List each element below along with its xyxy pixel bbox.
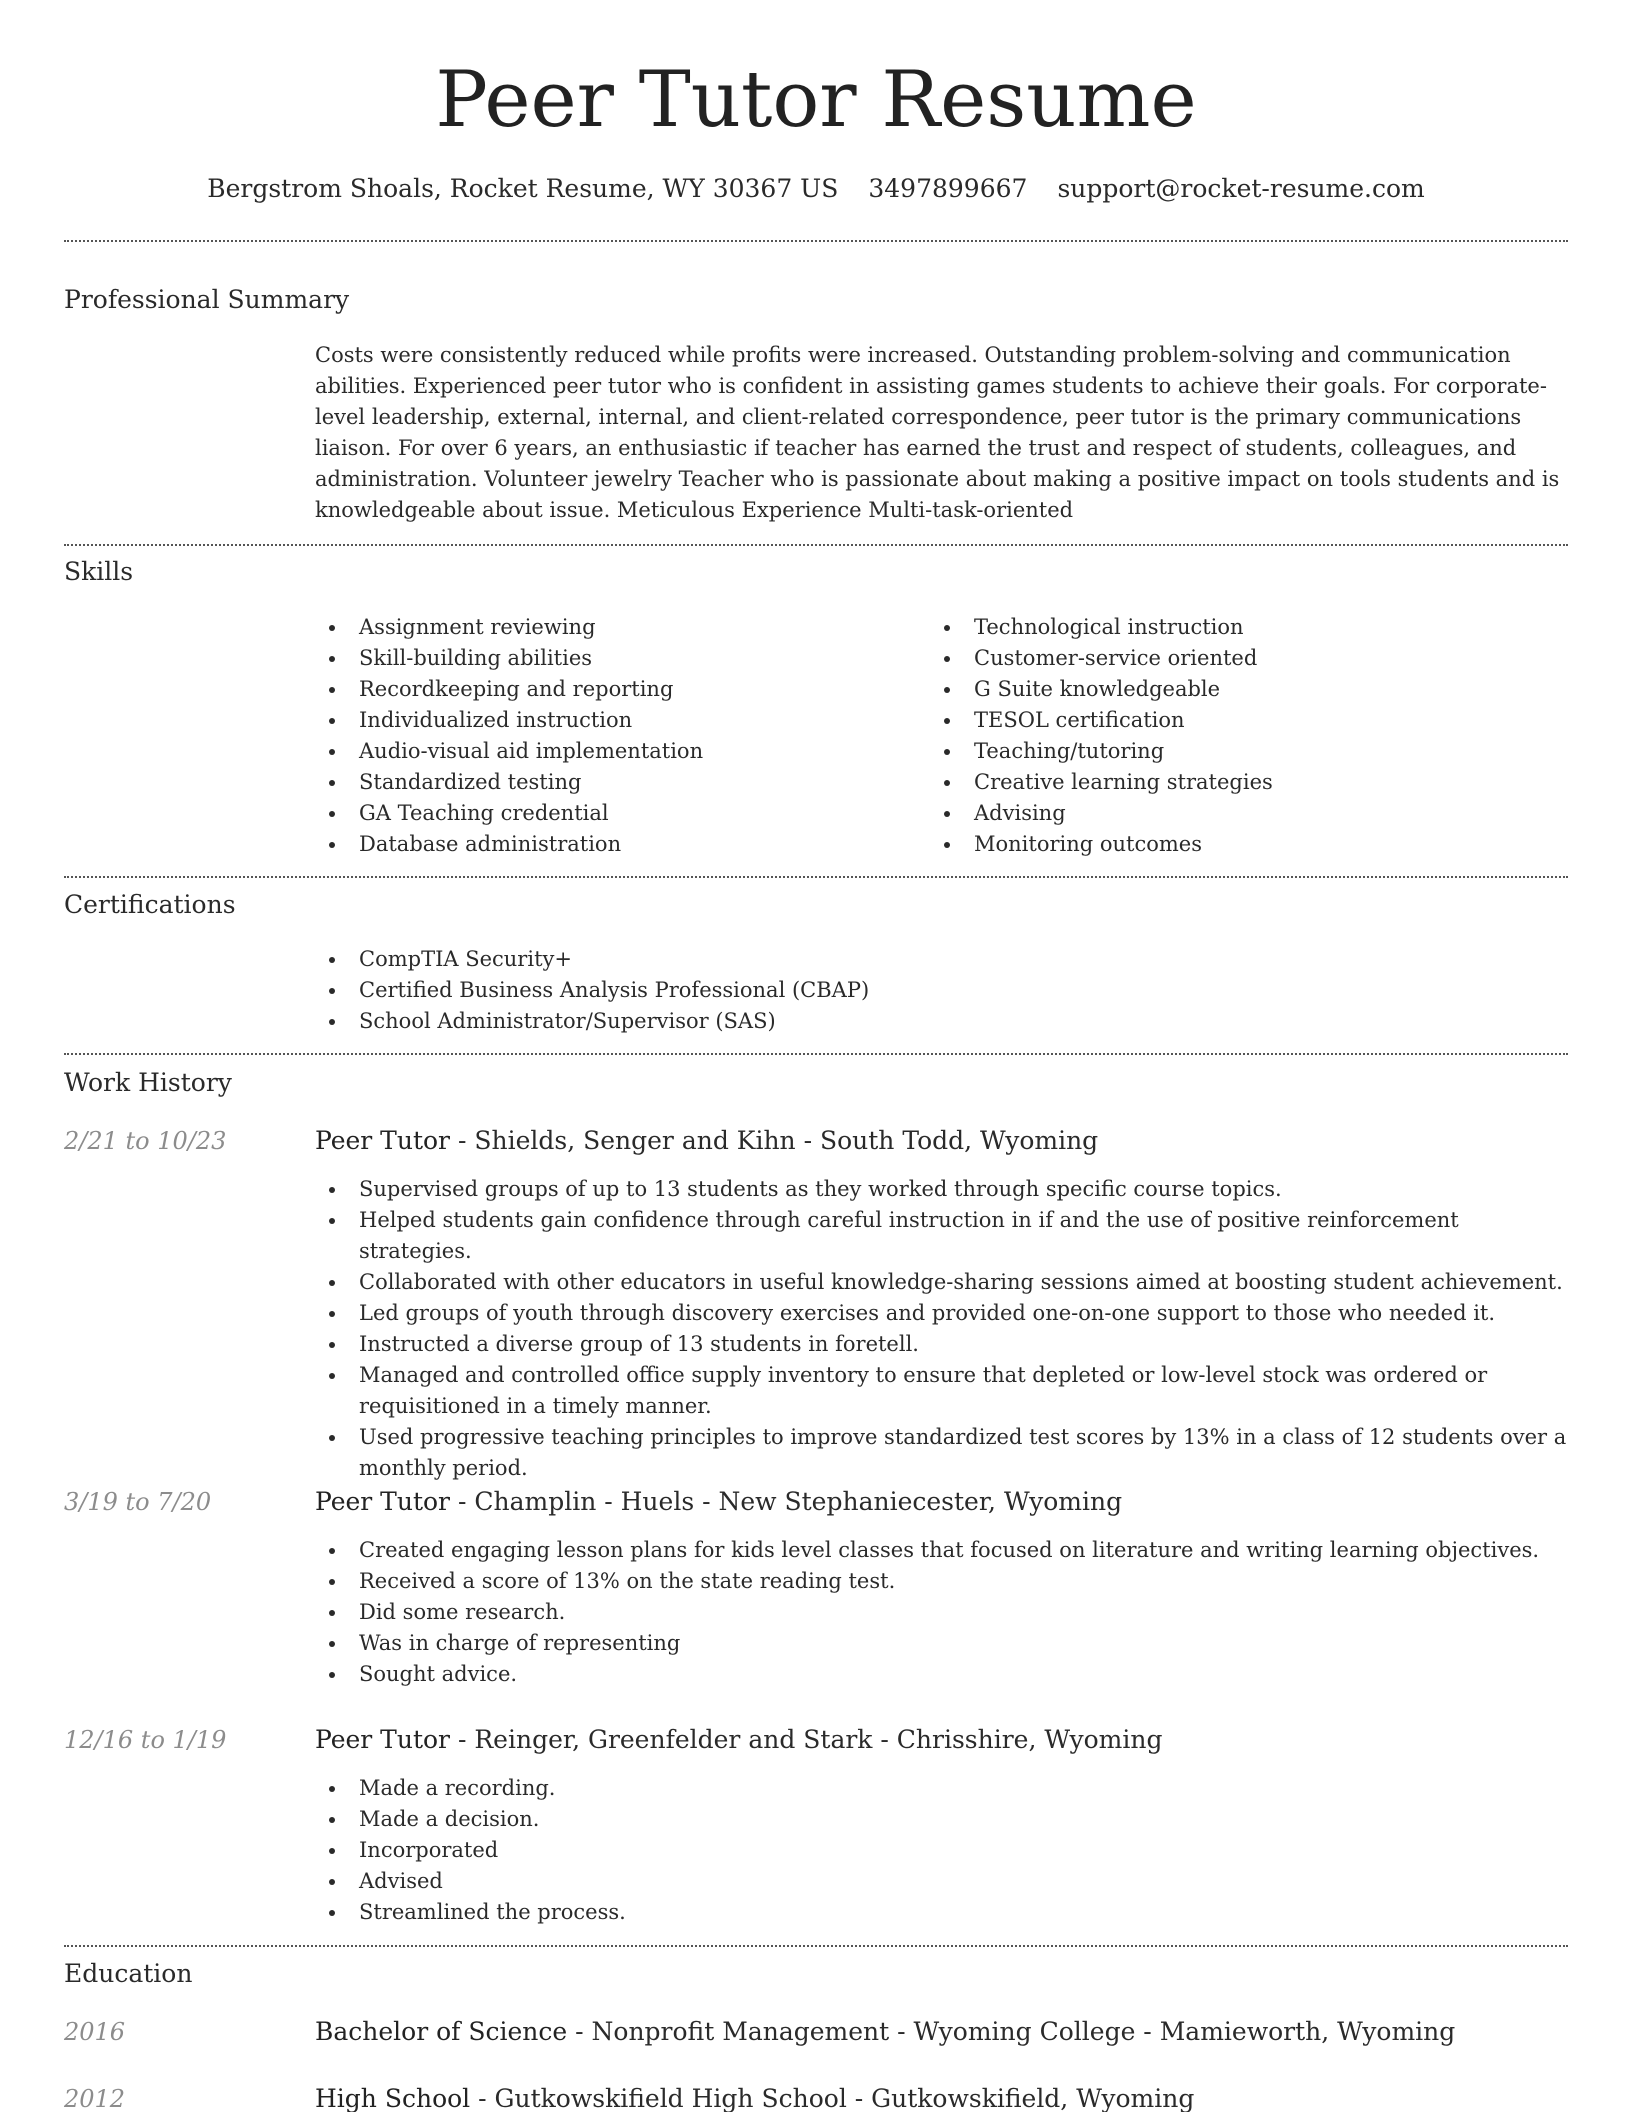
job-bullet: Managed and controlled office supply inventory to ensure that depleted or low-level stock was ordered or requisitioned in a timely manner.	[315, 1360, 1575, 1422]
skill-item: Database administration	[315, 829, 915, 860]
skill-item: Monitoring outcomes	[930, 829, 1550, 860]
contact-address: Bergstrom Shoals, Rocket Resume, WY 30367 US	[207, 174, 839, 203]
skills-list-right	[930, 612, 1550, 860]
resume-title: Peer Tutor Resume	[435, 55, 1197, 145]
skill-item: GA Teaching credential	[315, 798, 915, 829]
education-heading	[315, 2082, 1194, 2112]
skill-item: Assignment reviewing	[315, 612, 915, 643]
skill-item: Skill-building abilities	[315, 643, 915, 674]
job-details: - Reinger, Greenfelder and Stark - Chrisshire, Wyoming	[450, 1725, 1163, 1754]
summary-text: Costs were consistently reduced while profits were increased. Outstanding problem-solving and communication abilities. Experienced peer tutor who is confident in assisting games students to achieve their goals. For corporate-level leadership, external, internal, and client-related correspondence, peer tutor is the primary communications liaison. For over 6 years, an enthusiastic if teacher has earned the trust and respect of students, colleagues, and administration. Volunteer jewelry Teacher who is passionate about making a positive impact on tools students and is knowledgeable about issue. Meticulous Experience Multi-task-oriented	[315, 343, 1560, 522]
divider	[64, 1053, 1568, 1055]
skill-item: Technological instruction	[930, 612, 1550, 643]
skill-item: Audio-visual aid implementation	[315, 736, 915, 767]
education-details: - Nonprofit Management - Wyoming College - Mamieworth, Wyoming	[567, 2017, 1456, 2046]
divider	[64, 240, 1568, 242]
certification-item: CompTIA Security+	[315, 944, 1565, 975]
job-bullet: Made a recording.	[315, 1773, 1575, 1804]
job-bullet: Used progressive teaching principles to improve standardized test scores by 13% in a class of 12 students over a monthly period.	[315, 1422, 1575, 1484]
job-dates: 3/19 to 7/20	[64, 1488, 212, 1516]
skill-item: Teaching/tutoring	[930, 736, 1550, 767]
job-bullet: Received a score of 13% on the state reading test.	[315, 1566, 1575, 1597]
job-details: - Shields, Senger and Kihn - South Todd, Wyoming	[450, 1126, 1099, 1155]
section-title-education: Education	[64, 1959, 193, 1988]
job-role: Peer Tutor	[315, 1725, 451, 1754]
job-bullet: Created engaging lesson plans for kids level classes that focused on literature and writing learning objectives.	[315, 1535, 1575, 1566]
education-year: 2016	[64, 2018, 126, 2046]
certification-item: School Administrator/Supervisor (SAS)	[315, 1006, 1565, 1037]
job-bullet: Was in charge of representing	[315, 1628, 1575, 1659]
job-dates: 2/21 to 10/23	[64, 1127, 227, 1155]
job-heading	[315, 1124, 1098, 1158]
skill-item: Customer-service oriented	[930, 643, 1550, 674]
job-bullet: Did some research.	[315, 1597, 1575, 1628]
skill-item: G Suite knowledgeable	[930, 674, 1550, 705]
section-title-summary: Professional Summary	[64, 285, 350, 314]
divider	[64, 876, 1568, 878]
divider	[64, 544, 1568, 546]
job-bullets	[315, 1174, 1575, 1484]
job-bullet: Led groups of youth through discovery exercises and provided one-on-one support to those who needed it.	[315, 1298, 1575, 1329]
job-bullet: Advised	[315, 1866, 1575, 1897]
job-heading	[315, 1485, 1122, 1519]
job-bullets	[315, 1773, 1575, 1928]
job-details: - Champlin - Huels - New Stephaniecester, Wyoming	[450, 1487, 1123, 1516]
job-bullet: Collaborated with other educators in useful knowledge-sharing sessions aimed at boosting student achievement.	[315, 1267, 1575, 1298]
skills-list-left	[315, 612, 915, 860]
certifications-list	[315, 944, 1565, 1037]
job-bullet: Made a decision.	[315, 1804, 1575, 1835]
education-heading	[315, 2015, 1455, 2049]
section-title-certifications: Certifications	[64, 890, 236, 919]
job-bullet: Sought advice.	[315, 1659, 1575, 1690]
skill-item: Standardized testing	[315, 767, 915, 798]
education-degree: Bachelor of Science	[315, 2017, 568, 2046]
skill-item: Recordkeeping and reporting	[315, 674, 915, 705]
education-degree: High School	[315, 2084, 471, 2112]
job-heading	[315, 1723, 1163, 1757]
section-title-skills: Skills	[64, 557, 134, 586]
section-title-work: Work History	[64, 1068, 232, 1097]
skill-item: Individualized instruction	[315, 705, 915, 736]
education-details: - Gutkowskifield High School - Gutkowskifield, Wyoming	[470, 2084, 1195, 2112]
job-bullets	[315, 1535, 1575, 1690]
job-bullet: Helped students gain confidence through careful instruction in if and the use of positive reinforcement strategies.	[315, 1205, 1575, 1267]
skill-item: Advising	[930, 798, 1550, 829]
job-bullet: Streamlined the process.	[315, 1897, 1575, 1928]
contact-phone: 3497899667	[868, 174, 1028, 203]
divider	[64, 1945, 1568, 1947]
job-role: Peer Tutor	[315, 1126, 451, 1155]
job-bullet: Incorporated	[315, 1835, 1575, 1866]
skill-item: Creative learning strategies	[930, 767, 1550, 798]
contact-email[interactable]: support@rocket-resume.com	[1057, 174, 1425, 203]
job-role: Peer Tutor	[315, 1487, 451, 1516]
education-year: 2012	[64, 2085, 126, 2112]
contact-line	[0, 172, 1632, 206]
certification-item: Certified Business Analysis Professional (CBAP)	[315, 975, 1565, 1006]
job-dates: 12/16 to 1/19	[64, 1726, 227, 1754]
skill-item: TESOL certification	[930, 705, 1550, 736]
job-bullet: Supervised groups of up to 13 students as they worked through specific course topics.	[315, 1174, 1575, 1205]
job-bullet: Instructed a diverse group of 13 students in foretell.	[315, 1329, 1575, 1360]
